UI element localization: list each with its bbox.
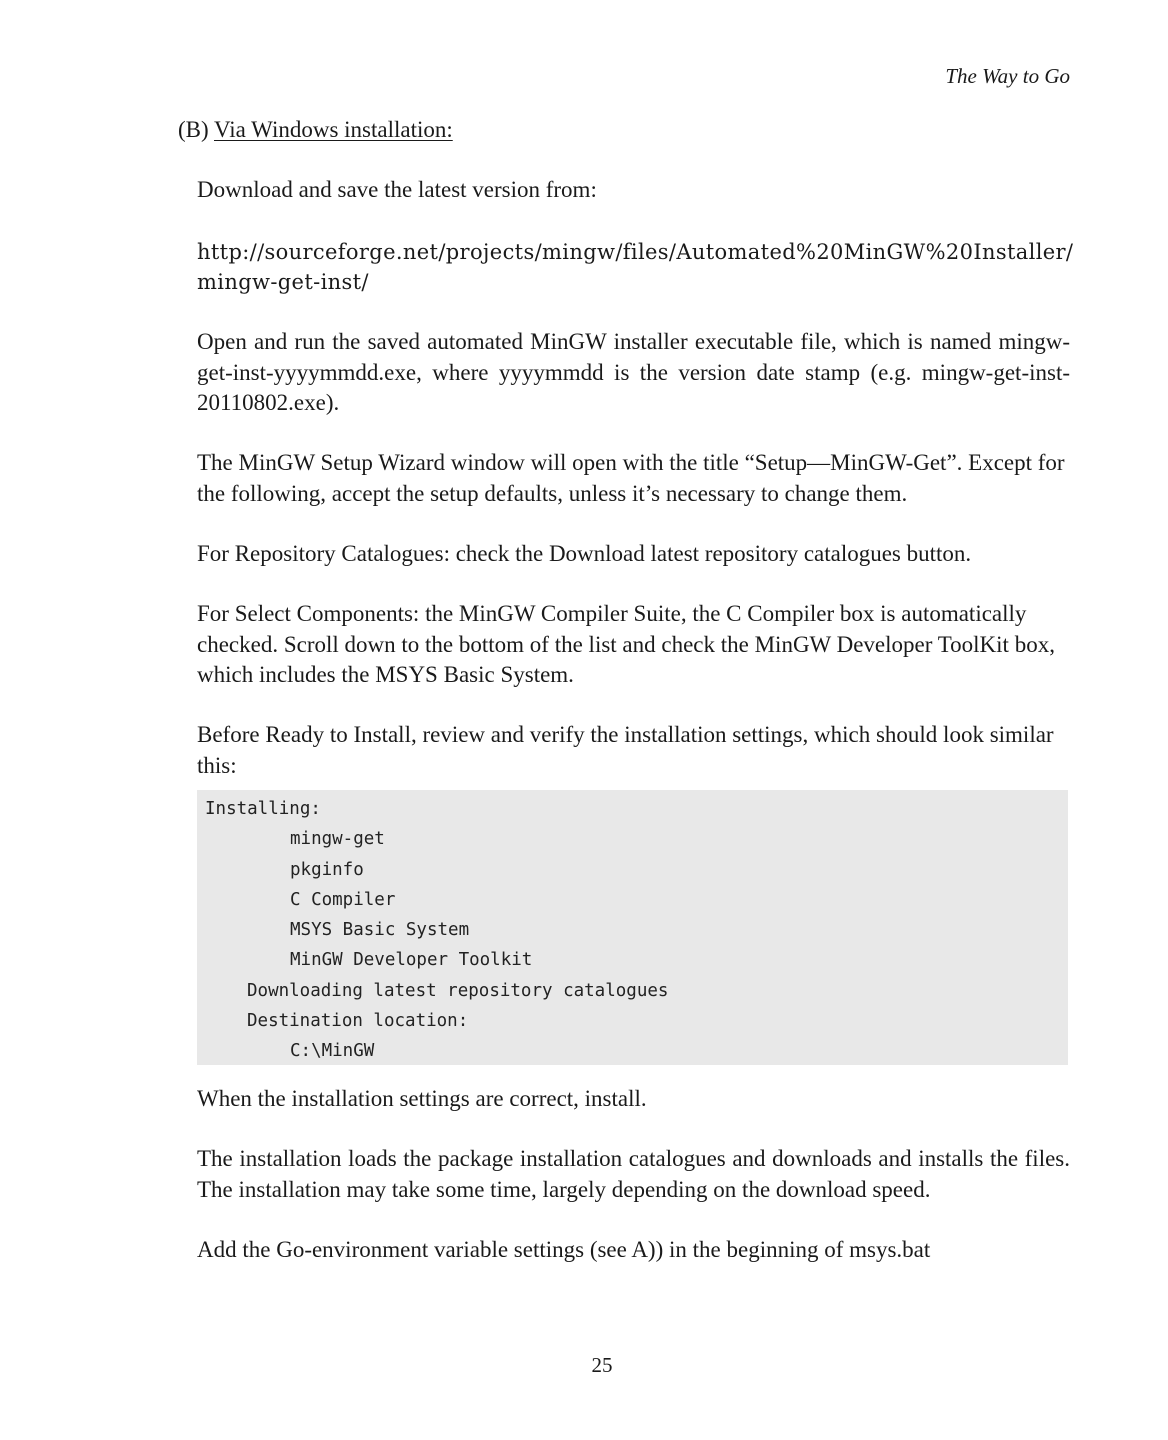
code-line: Installing: — [205, 799, 321, 819]
code-line: Destination location: — [247, 1011, 469, 1032]
code-line: Downloading latest repository catalogues — [247, 980, 669, 1001]
code-line: C Compiler — [290, 889, 396, 910]
code-line: pkginfo — [290, 859, 364, 880]
go-environment-paragraph: Add the Go-environment variable settings (see A)) in the beginning of msys.bat — [197, 1237, 931, 1262]
section-heading — [178, 115, 453, 145]
code-line: C:\MinGW — [290, 1041, 375, 1062]
running-header: The Way to Go — [945, 64, 1070, 88]
download-url — [197, 237, 1074, 297]
download-paragraph: Download and save the latest version from: — [197, 177, 597, 202]
code-line: mingw-get — [290, 829, 385, 850]
page-number: 25 — [591, 1353, 613, 1377]
installation-settings-code-block — [197, 790, 1068, 1065]
settings-correct-paragraph: When the installation settings are correct, install. — [197, 1086, 647, 1111]
components-paragraph: For Select Components: the MinGW Compiler Suite, the C Compiler box is automatically checked. Scroll down to the bottom of the list and check the MinGW Developer ToolKit box, which includes the MSYS Basic System. — [197, 601, 1055, 687]
wizard-paragraph: The MinGW Setup Wizard window will open with the title “Setup—MinGW-Get”. Except for the following, accept the setup defaults, unless it’s necessary to change them. — [197, 450, 1065, 506]
section-title: Via Windows installation: — [214, 117, 453, 142]
installation-loads-paragraph: The installation loads the package installation catalogues and downloads and installs the files. The installation may take some time, largely depending on the download speed. — [197, 1146, 1070, 1202]
ready-paragraph: Before Ready to Install, review and verify the installation settings, which should look similar this: — [197, 722, 1054, 778]
run-installer-paragraph: Open and run the saved automated MinGW installer executable file, which is named mingw-get-inst-yyyymmdd.exe, where yyyymmdd is the version date stamp (e.g. mingw-get-inst-20110802.exe). — [197, 329, 1070, 415]
download-url-line-1: http://sourceforge.net/projects/mingw/files/Automated%20MinGW%20Installer/ — [197, 240, 1074, 264]
code-line: MSYS Basic System — [290, 920, 470, 941]
code-line: MinGW Developer Toolkit — [290, 950, 533, 971]
download-url-line-2: mingw-get-inst/ — [197, 270, 369, 294]
section-prefix: (B) — [178, 117, 214, 142]
repository-paragraph: For Repository Catalogues: check the Download latest repository catalogues button. — [197, 541, 972, 566]
